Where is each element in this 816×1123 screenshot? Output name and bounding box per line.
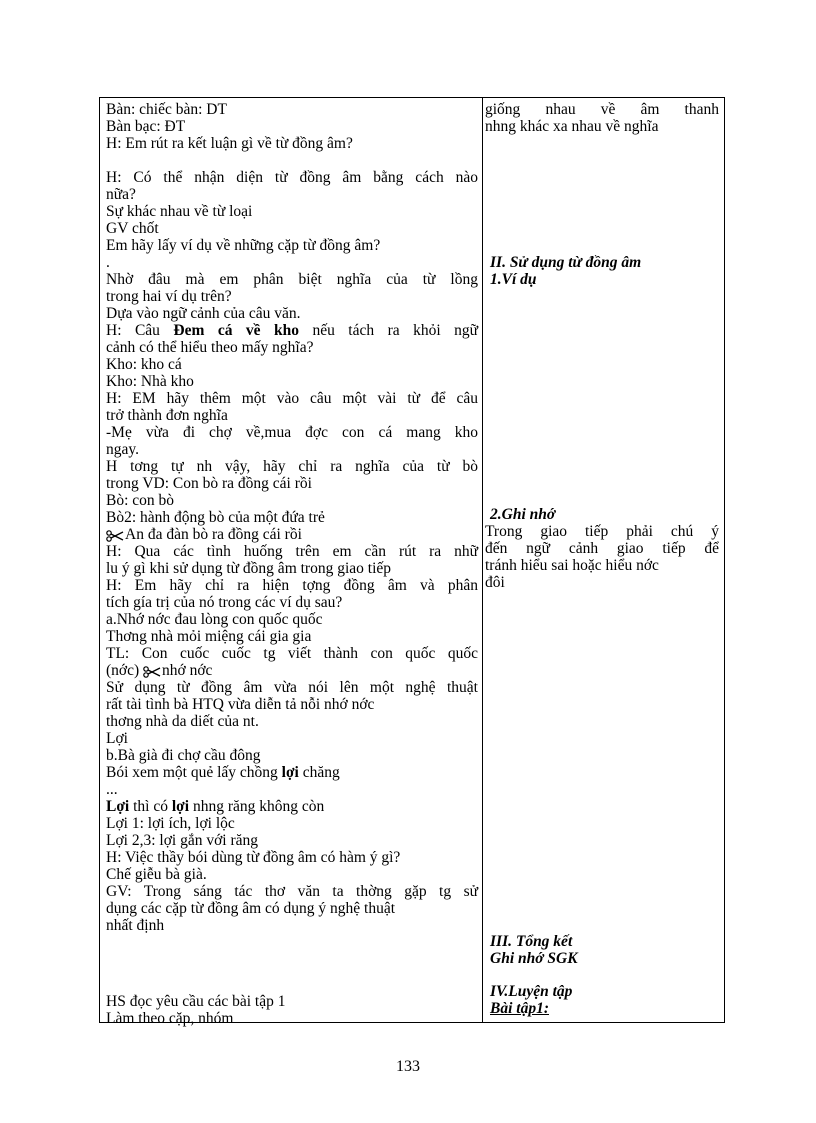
text-line: .: [106, 254, 110, 271]
text-line: H: EM hãy thêm một vào câu một vài từ để câu: [106, 390, 478, 407]
text-line: Dựa vào ngữ cảnh của câu văn.: [106, 305, 301, 322]
section-subheading: Ghi nhớ SGK: [490, 950, 578, 967]
text-line: trong hai ví dụ trên?: [106, 288, 232, 305]
text-line: GV: Trong sáng tác thơ văn ta thờng gặp tg sử: [106, 883, 478, 900]
text-line: H: Qua các tình huống trên em cần rút ra nhữ: [106, 543, 478, 560]
text-line: An đa đàn bò ra đồng cái rồi: [106, 526, 478, 543]
text-line: Thơng nhà mỏi miệng cái gia gia: [106, 628, 312, 645]
section-heading: III. Tổng kết: [490, 933, 573, 950]
text-line: nhất định: [106, 917, 165, 934]
text-line: dụng các cặp từ đồng âm có dụng ý nghệ thuật: [106, 900, 396, 917]
text-line: Kho: Nhà kho: [106, 373, 194, 390]
text-line: đôi: [485, 574, 505, 591]
text-line: thơng nhà da diết của nt.: [106, 713, 259, 730]
text-line: H: Câu Đem cá về kho nếu tách ra khỏi ngữ: [106, 322, 478, 339]
text-line: Bói xem một quẻ lấy chồng lợi chăng: [106, 764, 340, 781]
text-line: Lợi: [106, 730, 128, 747]
text-line: GV chốt: [106, 220, 159, 237]
section-heading: II. Sử dụng từ đồng âm: [490, 254, 642, 271]
text-line: H: Việc thầy bói dùng từ đồng âm có hàm ý gì?: [106, 849, 401, 866]
scissors-icon: [143, 665, 161, 677]
column-divider: [482, 98, 483, 1022]
text-line: H: Em hãy chỉ ra hiện tợng đồng âm và phân: [106, 577, 478, 594]
page-number: 133: [396, 1058, 420, 1075]
emphasis-text: lợi: [171, 798, 190, 815]
text-line: tránh hiểu sai hoặc hiểu nớc: [485, 557, 659, 574]
section-subheading: Bài tập1:: [490, 1000, 549, 1017]
text-line: Lợi thì có lợi nhng răng không còn: [106, 798, 325, 815]
text-line: HS đọc yêu cầu các bài tập 1: [106, 993, 286, 1010]
text-line: Sử dụng từ đồng âm vừa nói lên một nghệ thuật: [106, 679, 478, 696]
text-line: H: Có thể nhận diện từ đồng âm bằng cách nào: [106, 169, 478, 186]
text-line: trở thành đơn nghĩa: [106, 407, 228, 424]
text-line: Bàn: chiếc bàn: DT: [106, 101, 227, 118]
text-line: Kho: kho cá: [106, 356, 182, 373]
text-line: Em hãy lấy ví dụ về những cặp từ đồng âm?: [106, 237, 381, 254]
subsection-heading: 1.Ví dụ: [490, 271, 537, 288]
text-line: đến ngữ cảnh giao tiếp để: [485, 540, 719, 557]
text-line: rất tài tình bà HTQ vừa diễn tả nỗi nhớ nớc: [106, 696, 375, 713]
text-line: Bàn bạc: ĐT: [106, 118, 186, 135]
text-line: nữa?: [106, 186, 136, 203]
lesson-table: [99, 97, 725, 1027]
subsection-heading: 2.Ghi nhớ: [490, 506, 556, 523]
text-line: Lợi 2,3: lợi gắn với răng: [106, 832, 259, 849]
text-line: Trong giao tiếp phải chú ý: [485, 523, 719, 540]
text-line: Nhờ đâu mà em phân biệt nghĩa của từ lồng: [106, 271, 478, 288]
text-line: cảnh có thể hiểu theo mấy nghĩa?: [106, 339, 314, 356]
scissors-icon: [106, 529, 124, 541]
text-line: ngay.: [106, 441, 139, 458]
text-line: H: Em rút ra kết luận gì về từ đồng âm?: [106, 135, 353, 152]
text-line: (nớc) nhớ nớc: [106, 662, 213, 679]
text-line: b.Bà già đi chợ cầu đông: [106, 747, 261, 764]
content-column: [485, 101, 719, 1017]
text-line: Chế giễu bà già.: [106, 866, 207, 883]
emphasis-text: lợi: [281, 764, 299, 781]
text-line: Làm theo cặp, nhóm: [106, 1010, 234, 1027]
text-line: Sự khác nhau về từ loại: [106, 203, 253, 220]
activities-column: [106, 101, 478, 1027]
text-line: lu ý gì khi sử dụng từ đồng âm trong giao tiếp: [106, 560, 392, 577]
text-line: Lợi 1: lợi ích, lợi lộc: [106, 815, 235, 832]
text-line: Bò: con bò: [106, 492, 175, 509]
emphasis-text: Đem cá về kho: [173, 322, 299, 339]
text-line: nhng khác xa nhau về nghĩa: [485, 118, 659, 135]
text-line: tích gía trị của nó trong các ví dụ sau?: [106, 594, 343, 611]
text-line: TL: Con cuốc cuốc tg viết thành con quốc quốc: [106, 645, 478, 662]
emphasis-text: Lợi: [106, 798, 130, 815]
text-line: a.Nhớ nớc đau lòng con quốc quốc: [106, 611, 323, 628]
text-line: -Mẹ vừa đi chợ về,mua đợc con cá mang kho: [106, 424, 478, 441]
text-line: H tơng tự nh vậy, hãy chỉ ra nghĩa của từ bò: [106, 458, 478, 475]
text-line: trong VD: Con bò ra đồng cái rồi: [106, 475, 312, 492]
text-line: ...: [106, 781, 118, 798]
text-line: Bò2: hành động bò của một đứa trẻ: [106, 509, 325, 526]
section-heading: IV.Luyện tập: [490, 983, 573, 1000]
text-line: giống nhau về âm thanh: [485, 101, 719, 118]
